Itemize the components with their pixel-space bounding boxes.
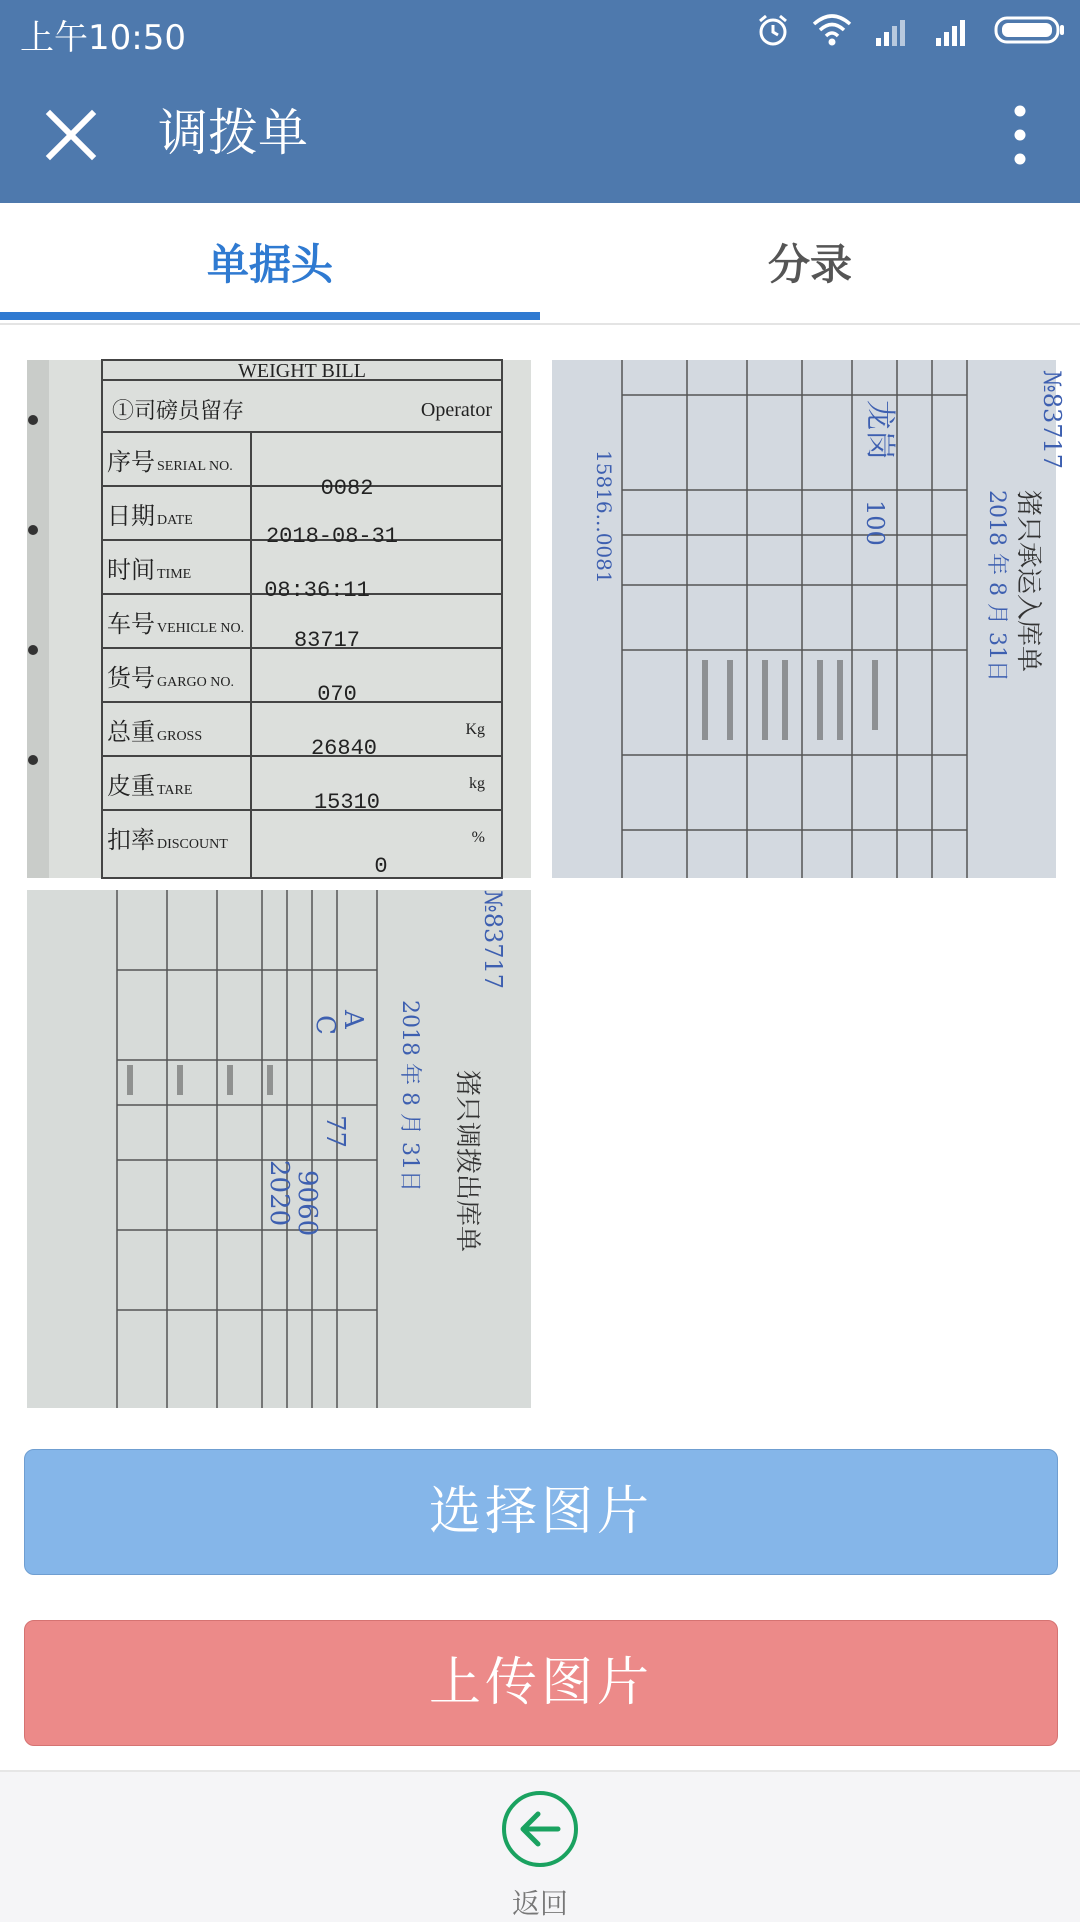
- weight-bill-label: 货号: [107, 666, 155, 692]
- signal-icon: [934, 14, 972, 46]
- weight-bill-value: 83717: [293, 628, 361, 653]
- weight-bill-label: 日期: [107, 504, 155, 530]
- weight-bill-label-en: GARGO NO.: [157, 675, 234, 690]
- receipt-phone: 15816...0081: [592, 450, 616, 584]
- bottom-bar: [0, 1770, 1080, 1922]
- weight-bill-value: 26840: [310, 736, 378, 761]
- weight-bill-value: 2018-08-31: [265, 524, 399, 549]
- outbound-handwriting: 77: [320, 1115, 350, 1149]
- weight-bill-value: 070: [317, 682, 357, 707]
- weight-bill-label-en: GROSS: [157, 729, 203, 744]
- photo-weight-bill[interactable]: [27, 360, 531, 878]
- receipt-number: №83717: [1038, 370, 1066, 470]
- app-bar: [0, 60, 1080, 203]
- weight-bill-unit: %: [471, 829, 485, 846]
- weight-bill-label: 时间: [107, 558, 155, 584]
- upload-image-button[interactable]: 上传图片: [24, 1620, 1058, 1746]
- weight-bill-label: 皮重: [107, 774, 155, 800]
- page-title: 调拨单: [158, 104, 308, 162]
- weight-bill-label: 序号: [107, 450, 155, 476]
- back-label[interactable]: 返回: [511, 1887, 568, 1920]
- weight-bill-label: 总重: [107, 720, 155, 746]
- select-image-button[interactable]: 选择图片: [24, 1449, 1058, 1575]
- outbound-number: №83717: [479, 890, 507, 990]
- outbound-handwriting: C: [310, 1015, 340, 1035]
- signal-icon: [874, 14, 912, 46]
- weight-bill-label: 车号: [107, 612, 155, 638]
- outbound-handwriting: A: [338, 1010, 368, 1029]
- tab-document-header[interactable]: 单据头: [206, 240, 333, 289]
- weight-bill-value: 0082: [320, 476, 374, 501]
- weight-bill-value: 0: [374, 854, 388, 879]
- weight-bill-unit: Kg: [465, 721, 485, 738]
- receipt-handwriting: 100: [861, 500, 889, 546]
- weight-bill-subtitle: ①司磅员留存: [112, 398, 245, 423]
- weight-bill-label-en: DATE: [157, 513, 193, 528]
- close-icon[interactable]: [40, 104, 102, 166]
- photo-hog-carrier-receipt[interactable]: [552, 360, 1066, 878]
- outbound-date: 2018 年 8 月 31日: [397, 1000, 422, 1192]
- receipt-handwriting: 龙岗: [862, 400, 897, 460]
- wifi-icon: [812, 14, 852, 46]
- active-tab-indicator: [0, 312, 540, 320]
- weight-bill-label-en: DISCOUNT: [157, 837, 228, 852]
- receipt-title: 猪只承运入库单: [1013, 490, 1043, 673]
- weight-bill-title: WEIGHT BILL: [238, 360, 366, 382]
- weight-bill-label-en: VEHICLE NO.: [157, 621, 245, 636]
- alarm-icon: [756, 13, 790, 47]
- back-arrow-icon[interactable]: [500, 1789, 580, 1869]
- outbound-handwriting: 2020: [264, 1160, 294, 1227]
- tab-bar: [0, 203, 1080, 325]
- weight-bill-unit: kg: [469, 775, 485, 792]
- status-time: 上午10:50: [20, 18, 186, 58]
- more-vertical-icon[interactable]: [990, 100, 1050, 170]
- weight-bill-value: 08:36:11: [264, 578, 370, 603]
- photo-hog-transfer-outbound[interactable]: [27, 890, 531, 1408]
- tab-entries[interactable]: 分录: [767, 240, 852, 289]
- weight-bill-label-en: TIME: [157, 567, 192, 582]
- outbound-handwriting: 9060: [292, 1170, 322, 1237]
- receipt-date: 2018 年 8 月 31日: [984, 490, 1009, 682]
- status-bar: [0, 0, 1080, 60]
- weight-bill-label-en: TARE: [157, 783, 193, 798]
- outbound-title: 猪只调拨出库单: [452, 1070, 482, 1253]
- weight-bill-label: 扣率: [107, 828, 155, 854]
- battery-icon: [994, 15, 1066, 45]
- weight-bill-label-en: SERIAL NO.: [157, 459, 233, 474]
- weight-bill-value: 15310: [313, 790, 381, 815]
- weight-bill-subtitle-en: Operator: [420, 399, 492, 421]
